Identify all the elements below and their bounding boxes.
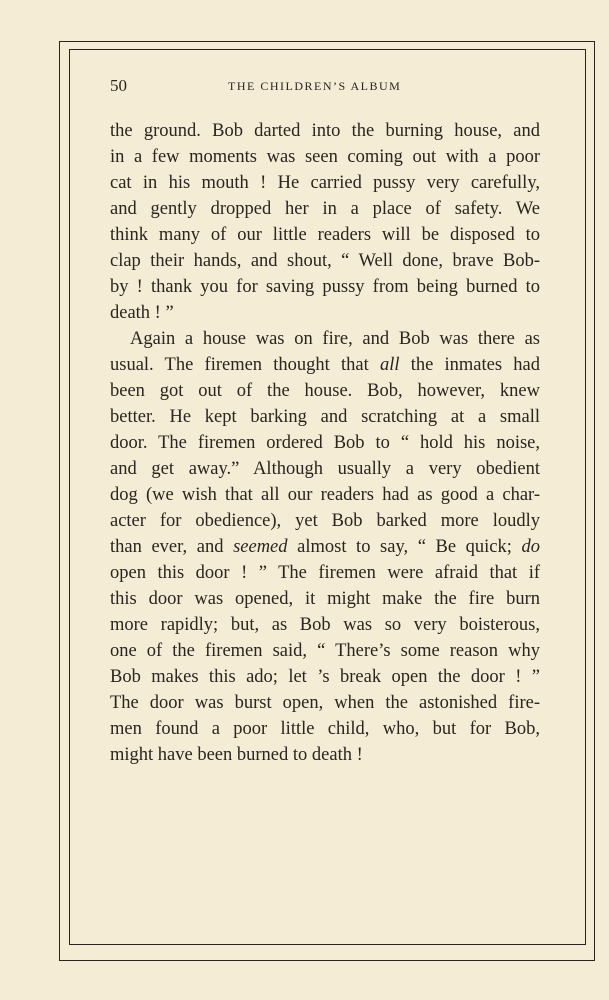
text-segment: usual. The firemen thought that [110, 355, 380, 375]
text-line: dog (we wish that all our readers had as good a char- [110, 485, 540, 505]
text-line: cat in his mouth ! He carried pussy very carefully, [110, 173, 540, 193]
text-segment: the inmates had [399, 355, 540, 375]
text-line: think many of our little readers will be disposed to [110, 225, 540, 245]
text-line: death ! ” [110, 303, 174, 323]
text-line: The door was burst open, when the astonished fire- [110, 693, 540, 713]
text-line: more rapidly; but, as Bob was so very boisterous, [110, 615, 540, 635]
text-line: the ground. Bob darted into the burning house, and [110, 121, 540, 141]
paragraph-2 [110, 326, 540, 768]
text-line: acter for obedience), yet Bob barked more loudly [110, 511, 540, 531]
text-line: clap their hands, and shout, “ Well done, brave Bob- [110, 251, 540, 271]
text-line: Again a house was on fire, and Bob was there as [130, 329, 540, 349]
text-line: better. He kept barking and scratching at a small [110, 407, 540, 427]
text-line: in a few moments was seen coming out with a poor [110, 147, 540, 167]
text-line: and get away.” Although usually a very obedient [110, 459, 540, 479]
text-line: Bob makes this ado; let ’s break open the door ! ” [110, 667, 540, 687]
text-line: open this door ! ” The firemen were afraid that if [110, 563, 540, 583]
text-line: and gently dropped her in a place of safety. We [110, 199, 540, 219]
italic-word: all [379, 355, 400, 375]
text-segment: than ever, and [110, 537, 234, 557]
text-line: this door was opened, it might make the fire burn [110, 589, 540, 609]
italic-word: do [521, 537, 541, 557]
text-line: might have been burned to death ! [110, 745, 363, 765]
paragraph-1 [110, 118, 540, 326]
text-line: men found a poor little child, who, but for Bob, [110, 719, 540, 739]
text-line: one of the firemen said, “ There’s some reason why [110, 641, 540, 661]
running-title: THE CHILDREN’S ALBUM [228, 79, 402, 93]
page-header [110, 76, 540, 100]
text-segment: almost to say, “ Be quick; [287, 537, 522, 557]
text-line: by ! thank you for saving pussy from being burned to [110, 277, 540, 297]
text-line [110, 352, 540, 378]
text-line: been got out of the house. Bob, however, knew [110, 381, 540, 401]
body-text [110, 118, 540, 768]
text-line: door. The firemen ordered Bob to “ hold his noise, [110, 433, 540, 453]
italic-word: seemed [233, 537, 288, 557]
page-number: 50 [110, 76, 127, 95]
text-line [110, 534, 540, 560]
